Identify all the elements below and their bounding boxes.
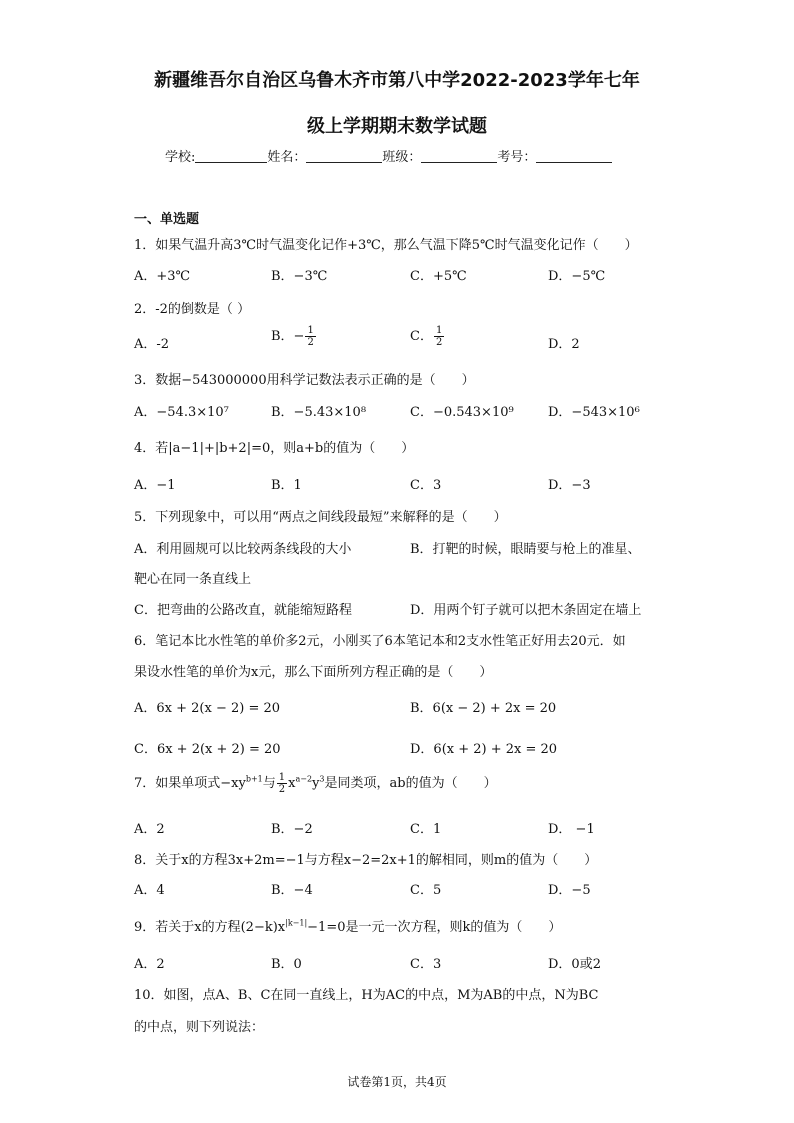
question-3-option-d: D．−543×10⁶ <box>548 405 640 420</box>
section-heading: 一、单选题 <box>134 212 200 227</box>
number-blank[interactable] <box>536 150 612 163</box>
question-2-option-b <box>271 325 317 348</box>
question-7-option-a: A．2 <box>134 822 165 837</box>
question-1-stem: 1．如果气温升高3℃时气温变化记作+3℃，那么气温下降5℃时气温变化记作（ ） <box>134 238 638 253</box>
name-blank[interactable] <box>306 150 382 163</box>
question-5-option-d: D．用两个钉子就可以把木条固定在墙上 <box>410 603 642 618</box>
question-10-stem-line-1: 10．如图，点A、B、C在同一直线上，H为AC的中点，M为AB的中点，N为BC <box>134 988 599 1003</box>
question-1-option-d: D．−5℃ <box>548 269 606 284</box>
question-4-option-a: A．−1 <box>134 478 176 493</box>
question-4-stem: 4．若|a−1|+|b+2|=0，则a+b的值为（ ） <box>134 441 415 456</box>
title-line-1: 新疆维吾尔自治区乌鲁木齐市第八中学2022-2023学年七年 <box>154 70 640 91</box>
question-3-option-b: B．−5.43×10⁸ <box>271 405 367 420</box>
q7-fraction <box>277 772 287 795</box>
question-8-option-d: D．−5 <box>548 883 591 898</box>
q2-b-fraction <box>305 325 315 348</box>
question-7-stem <box>134 772 497 795</box>
q7-exponent-1: b+1 <box>245 774 263 784</box>
question-1-option-a: A．+3℃ <box>134 269 191 284</box>
q2-b-numerator: 1 <box>307 325 314 336</box>
question-10-stem-line-2: 的中点，则下列说法： <box>134 1020 265 1035</box>
question-5-option-b: B．打靶的时候，眼睛要与枪上的准星、 <box>410 542 641 557</box>
question-1-option-b: B．−3℃ <box>271 269 328 284</box>
q7-text-a: 7．如果单项式−xy <box>134 776 246 791</box>
class-blank[interactable] <box>421 150 497 163</box>
question-7-option-c: C．1 <box>410 822 442 837</box>
q7-fraction-denominator: 2 <box>278 784 286 795</box>
q7-text-b: 与 <box>262 776 276 791</box>
q2-c-prefix: C． <box>410 329 433 344</box>
school-blank[interactable] <box>195 150 267 163</box>
question-9-option-c: C．3 <box>410 957 442 972</box>
question-8-stem: 8．关于x的方程3x+2m=−1与方程x−2=2x+1的解相同，则m的值为（ ） <box>134 853 598 868</box>
question-8-option-c: C．5 <box>410 883 442 898</box>
q7-text-c: x <box>288 776 296 791</box>
question-6-stem-line-2: 果设水性笔的单价为x元，那么下面所列方程正确的是（ ） <box>134 665 493 680</box>
question-5-option-b-continued: 靶心在同一条直线上 <box>134 572 252 587</box>
q7-text-e: 是同类项，ab的值为（ ） <box>324 776 497 791</box>
question-8-option-b: B．−4 <box>271 883 313 898</box>
question-8-option-a: A．4 <box>134 883 165 898</box>
question-6-option-a: A．6x + 2(x − 2) = 20 <box>134 701 281 716</box>
q2-c-denominator: 2 <box>435 337 443 348</box>
question-9-stem <box>134 916 561 935</box>
question-4-option-b: B．1 <box>271 478 302 493</box>
q2-c-numerator: 1 <box>435 325 443 336</box>
question-7-option-d: D． −1 <box>548 822 595 837</box>
q9-text-a: 9．若关于x的方程(2−k)x <box>134 920 286 935</box>
question-5-option-c: C．把弯曲的公路改直，就能缩短路程 <box>134 603 352 618</box>
question-3-stem: 3．数据−543000000用科学记数法表示正确的是（ ） <box>134 373 475 388</box>
question-6-option-d: D．6(x + 2) + 2x = 20 <box>410 742 558 757</box>
number-label: 考号： <box>497 150 537 165</box>
q7-exponent-3: 3 <box>319 774 325 784</box>
page-footer: 试卷第1页，共4页 <box>347 1075 447 1089</box>
q9-exponent: |k−1| <box>285 918 308 928</box>
q2-b-prefix: B．− <box>271 329 305 344</box>
question-9-option-d: D．0或2 <box>548 957 601 972</box>
class-label: 班级： <box>382 150 422 165</box>
q7-fraction-numerator: 1 <box>278 772 286 783</box>
question-4-option-c: C．3 <box>410 478 442 493</box>
question-2-option-d: D．2 <box>548 337 580 352</box>
title-line-2: 级上学期期末数学试题 <box>307 116 487 137</box>
question-3-option-c: C．−0.543×10⁹ <box>410 405 514 420</box>
name-label: 姓名： <box>267 150 307 165</box>
q7-exponent-2: a−2 <box>295 774 313 784</box>
question-6-option-b: B．6(x − 2) + 2x = 20 <box>410 701 557 716</box>
question-2-option-a: A．-2 <box>134 337 170 352</box>
question-1-option-c: C．+5℃ <box>410 269 467 284</box>
question-9-option-b: B．0 <box>271 957 302 972</box>
student-info <box>165 146 612 165</box>
question-6-option-c: C．6x + 2(x + 2) = 20 <box>134 742 281 757</box>
q7-text-d: y <box>312 776 320 791</box>
question-6-stem-line-1: 6．笔记本比水性笔的单价多2元，小刚买了6本笔记本和2支水性笔正好用去20元．如 <box>134 634 626 649</box>
question-4-option-d: D．−3 <box>548 478 591 493</box>
question-7-option-b: B．−2 <box>271 822 313 837</box>
question-2-option-c <box>410 325 445 348</box>
question-2-stem: 2．-2的倒数是（ ） <box>134 302 251 317</box>
q2-c-fraction <box>434 325 444 348</box>
q2-b-denominator: 2 <box>307 337 314 348</box>
question-3-option-a: A．−54.3×10⁷ <box>134 405 229 420</box>
question-9-option-a: A．2 <box>134 957 165 972</box>
question-5-option-a: A．利用圆规可以比较两条线段的大小 <box>134 542 352 557</box>
school-label: 学校: <box>165 150 196 165</box>
question-5-stem: 5．下列现象中，可以用“两点之间线段最短”来解释的是（ ） <box>134 510 507 525</box>
q9-text-b: −1=0是一元一次方程，则k的值为（ ） <box>307 920 562 935</box>
